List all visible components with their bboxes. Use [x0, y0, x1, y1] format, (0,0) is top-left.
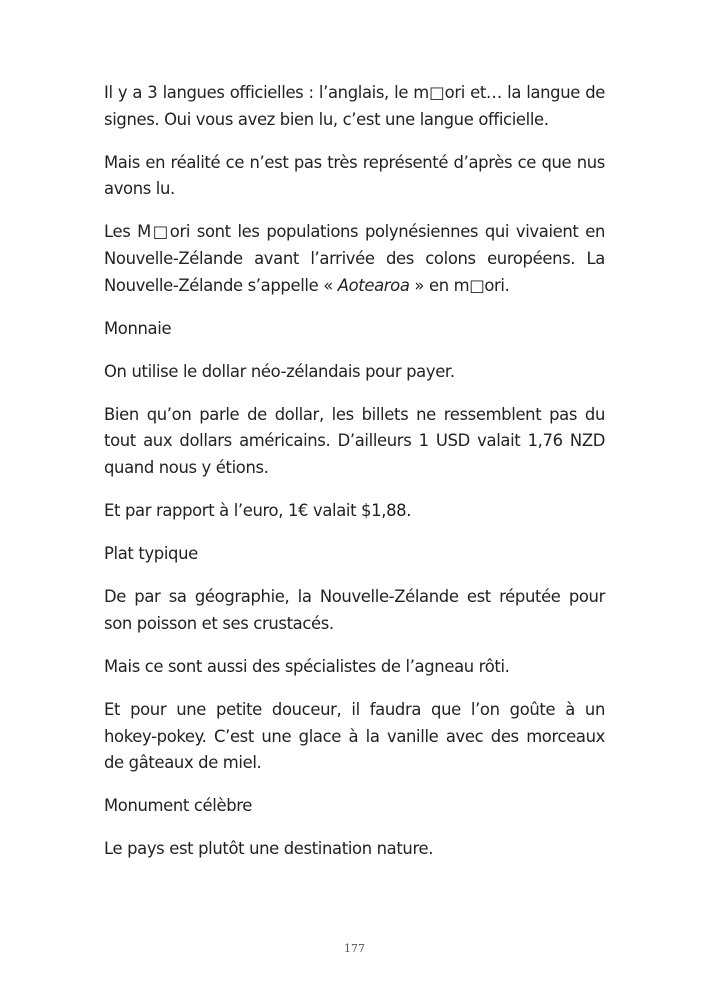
paragraph-maori [104, 219, 605, 299]
page-number: 177 [344, 942, 365, 955]
aotearoa-term: Aotearoa [337, 275, 410, 295]
paragraph-languages: Il y a 3 langues officielles : l’anglais, le m□ori et… la langue de signes. Oui vous avez bien lu, c’est une langue officielle. [104, 83, 605, 129]
paragraph-euro-rate: Et par rapport à l’euro, 1€ valait $1,88. [104, 501, 412, 521]
paragraph-maori-text-1: Les M□ori sont les populations polynésiennes qui vivaient en Nouvelle-Zélande avant l’arrivée des colons européens. La Nouvelle-Zélande s’appelle « [104, 222, 605, 295]
section-heading-money: Monnaie [104, 318, 172, 338]
paragraph-hokey-pokey: Et pour une petite douceur, il faudra que l’on goûte à un hokey-pokey. C’est une glace à la vanille avec des morceaux de gâteaux de miel. [104, 700, 605, 773]
paragraph-seafood: De par sa géographie, la Nouvelle-Zélande est réputée pour son poisson et ses crustacés. [104, 587, 605, 633]
paragraph-representation: Mais en réalité ce n’est pas très représenté d’après ce que nus avons lu. [104, 152, 605, 199]
page-body [104, 80, 605, 880]
section-heading-monument: Monument célèbre [104, 796, 253, 816]
paragraph-currency: On utilise le dollar néo-zélandais pour payer. [104, 361, 455, 381]
paragraph-maori-text-2: » en m□ori. [409, 275, 510, 295]
paragraph-banknotes: Bien qu’on parle de dollar, les billets ne ressemblent pas du tout aux dollars américains. D’ailleurs 1 USD valait 1,76 NZD quand nous y étions. [104, 404, 605, 478]
paragraph-nature: Le pays est plutôt une destination nature. [104, 839, 434, 859]
paragraph-lamb: Mais ce sont aussi des spécialistes de l’agneau rôti. [104, 657, 510, 676]
section-heading-food: Plat typique [104, 544, 198, 564]
